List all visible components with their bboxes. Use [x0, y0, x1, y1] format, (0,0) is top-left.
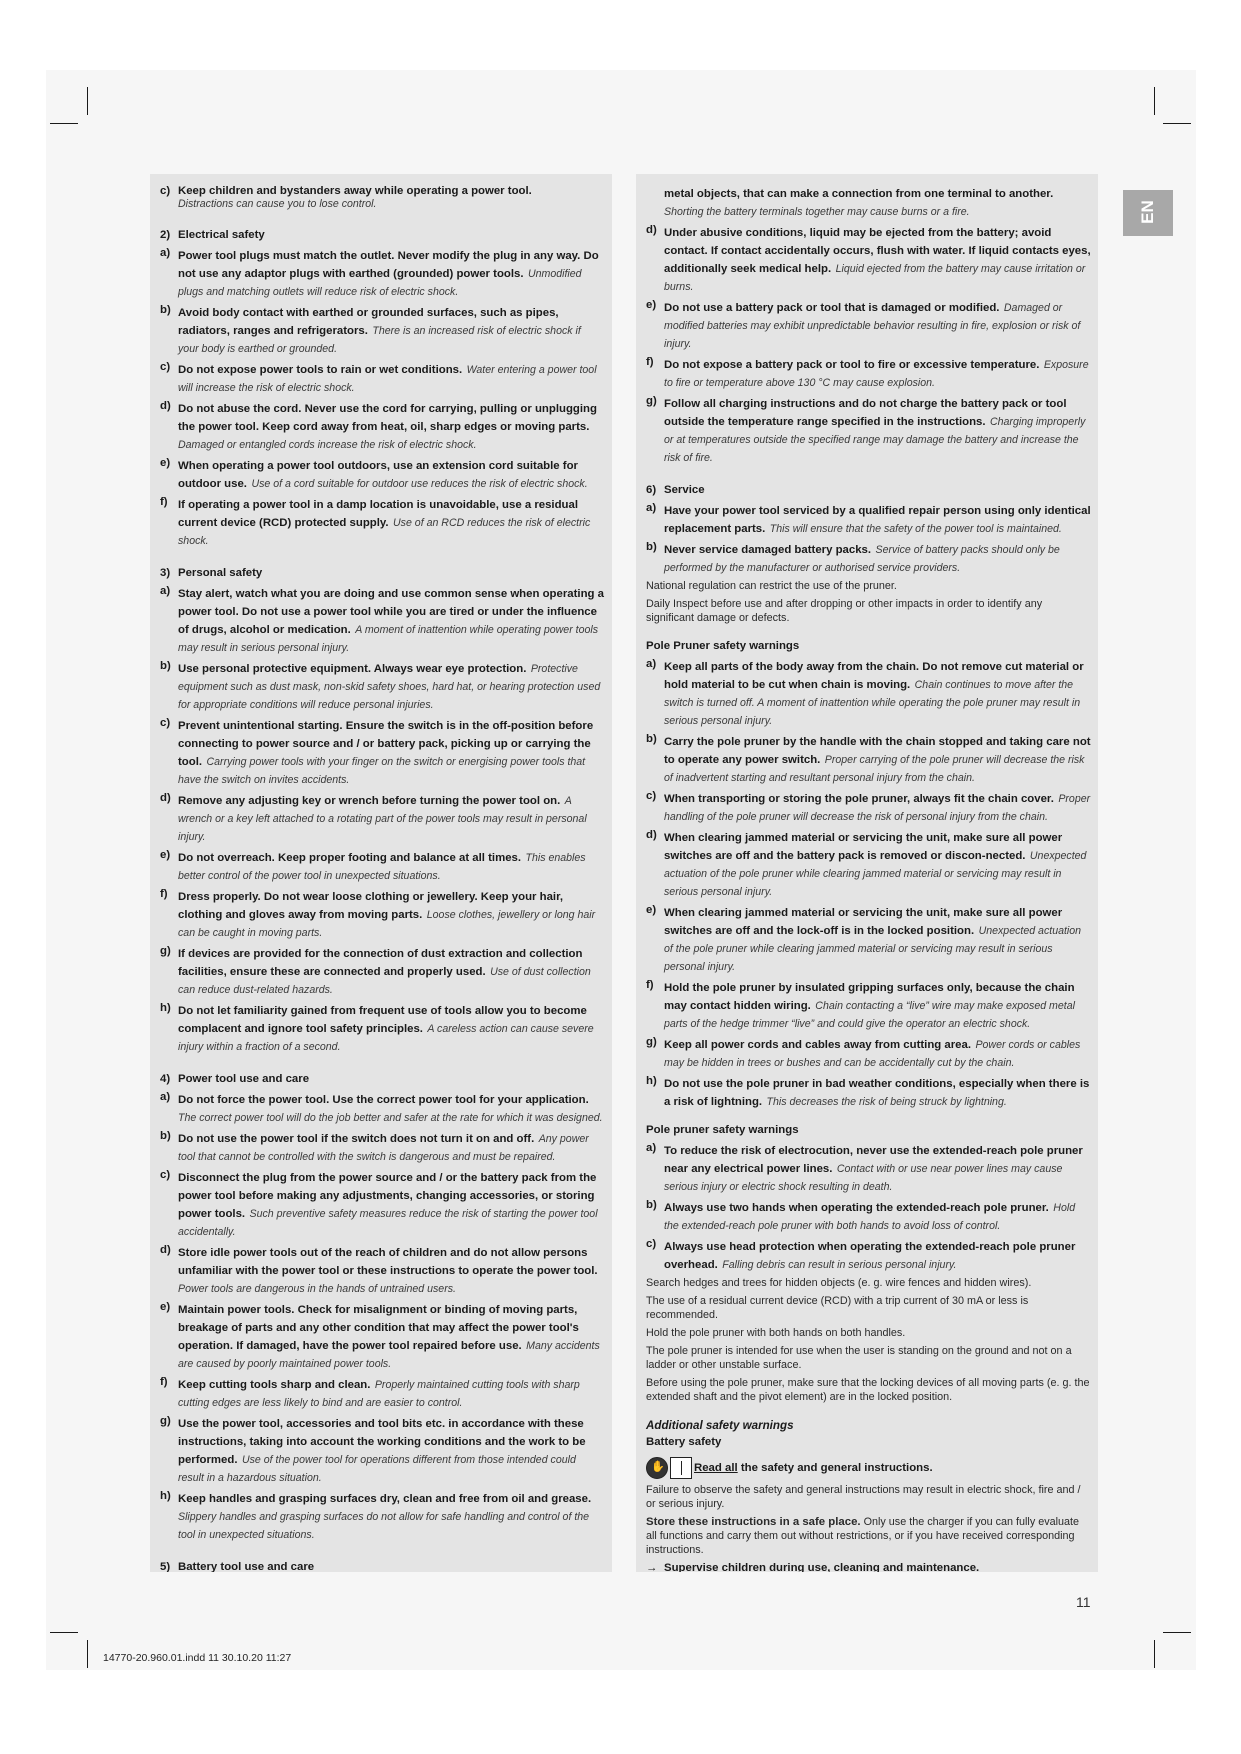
item-label: a): [160, 585, 171, 597]
item-explanation: Proper carrying of the pole pruner will decrease the risk of inadvertent starting and resultant personal injury from the chain.: [664, 754, 1085, 784]
item-explanation: Protective equipment such as dust mask, non-skid safety shoes, hard hat, or hearing protection used for appropriate conditions will reduce personal injuries.: [178, 663, 601, 711]
item-label: b): [646, 733, 657, 745]
item-label: d): [160, 1244, 171, 1256]
item-explanation: Chain continues to move after the switch is turned off. A moment of inattention while operating the pole pruner may result in serious personal injury.: [664, 679, 1081, 727]
list-item: [160, 1414, 604, 1486]
list-item: [646, 1141, 1092, 1195]
item-instruction: Do not abuse the cord. Never use the cord for carrying, pulling or unplugging the power tool. Keep cord away from heat, oil, sharp edges or moving parts.: [178, 403, 597, 433]
list-item: [160, 1375, 604, 1411]
list-item: [646, 657, 1092, 729]
item-label: c): [160, 361, 171, 373]
item-explanation: There is an increased risk of electric shock if your body is earthed or grounded.: [178, 325, 581, 355]
item-label: h): [160, 1002, 171, 1014]
item-explanation: Loose clothes, jewellery or long hair can be caught in moving parts.: [178, 909, 596, 939]
list-item: [160, 303, 604, 357]
list-item: [646, 903, 1092, 975]
item-explanation: Damaged or modified batteries may exhibit unpredictable behavior resulting in fire, explosion or risk of injury.: [664, 302, 1081, 350]
item-explanation: Properly maintained cutting tools with sharp cutting edges are less likely to bind and are easier to control.: [178, 1379, 580, 1409]
list-item: [646, 394, 1092, 466]
item-instruction: Under abusive conditions, liquid may be ejected from the battery; avoid contact. If contact accidentally occurs, flush with water. If liquid contacts eyes, additionally seek medical help.: [664, 227, 1091, 275]
page-number: 11: [1076, 1594, 1091, 1610]
crop-mark: [1154, 1640, 1155, 1668]
item-label: f): [160, 1376, 168, 1388]
item-instruction: Keep all parts of the body away from the chain. Do not remove cut material or hold material to be cut when chain is moving.: [664, 661, 1084, 691]
read-manual-icon: [646, 1457, 692, 1479]
pole-list-2: [646, 1141, 1092, 1273]
crop-mark: [87, 87, 88, 115]
ground-text: The pole pruner is intended for use when the user is standing on the ground and not on a ladder or other unstable surface.: [646, 1345, 1072, 1371]
section-heading: 4) Power tool use and care: [160, 1073, 310, 1085]
list-item: [160, 584, 604, 656]
item-explanation: Damaged or entangled cords increase the risk of electric shock.: [178, 439, 477, 451]
list-item: [646, 978, 1092, 1032]
item-explanation: A moment of inattention while operating power tools may result in serious personal injury.: [178, 624, 599, 654]
item-label: d): [646, 829, 657, 841]
item-instruction: When clearing jammed material or servicing the unit, make sure all power switches are off and the battery pack is removed or discon-nected.: [664, 832, 1063, 862]
section-heading: 5) Battery tool use and care: [160, 1561, 315, 1572]
item-explanation: Exposure to fire or temperature above 130 °C may cause explosion.: [664, 359, 1089, 389]
item-explanation: Contact with or use near power lines may cause serious injury or electric shock resulting in death.: [664, 1163, 1063, 1193]
right-column: [636, 174, 1098, 1572]
failure-text: Failure to observe the safety and general instructions may result in electric shock, fire and / or serious injury.: [646, 1484, 1081, 1510]
battery-safety-heading: Battery safety: [646, 1436, 722, 1448]
left-column: [150, 174, 612, 1572]
item-explanation: Any power tool that cannot be controlled with the switch is dangerous and must be repaired.: [178, 1133, 589, 1163]
rcd-text: The use of a residual current device (RCD) with a trip current of 30 mA or less is recommended.: [646, 1295, 1029, 1321]
item-instruction: To reduce the risk of electrocution, never use the extended-reach pole pruner near any electrical power lines.: [664, 1145, 1083, 1175]
item-label: e): [160, 849, 171, 861]
section-heading: 6) Service: [646, 484, 705, 496]
item-instruction: Prevent unintentional starting. Ensure the switch is in the off-position before connecting to power source and / or battery pack, picking up or carrying the tool.: [178, 720, 594, 768]
list-item: [160, 1243, 604, 1297]
list-item: [160, 1168, 604, 1240]
item-label: g): [160, 945, 171, 957]
item-instruction: Do not expose power tools to rain or wet conditions.: [178, 364, 463, 376]
item-instruction: Do not use the power tool if the switch does not turn it on and off.: [178, 1133, 535, 1145]
list-item: [160, 887, 604, 941]
item-explanation: Charging improperly or at temperatures outside the specified range may damage the battery and increase the risk of fire.: [664, 416, 1086, 464]
item-label: b): [160, 1130, 171, 1142]
pole-list-1: [646, 657, 1092, 1110]
item-explanation: Unmodified plugs and matching outlets will reduce risk of electric shock.: [178, 268, 582, 298]
list-item: [160, 1489, 604, 1543]
item-explanation: Use of the power tool for operations different from those intended could result in a hazardous situation.: [178, 1454, 576, 1484]
item-instruction: Follow all charging instructions and do not charge the battery pack or tool outside the temperature range specified in the instructions.: [664, 398, 1067, 428]
item-label: d): [160, 400, 171, 412]
list-item: [160, 716, 604, 788]
language-tab-label: EN: [1138, 200, 1157, 224]
item-explanation: Chain contacting a “live” wire may make exposed metal parts of the hedge trimmer “live” and could give the operator an electric shock.: [664, 1000, 1075, 1030]
item-instruction: Do not let familiarity gained from frequent use of tools allow you to become complacent and ignore tool safety principles.: [178, 1005, 587, 1035]
list-item: [646, 501, 1092, 537]
item-instruction: Use personal protective equipment. Always wear eye protection.: [178, 663, 527, 675]
store-text: Store these instructions in a safe place. Only use the charger if you can fully evaluate all functions and carry them out without restrictions, or if you have received corresponding instructions.: [646, 1516, 1080, 1556]
item-label: d): [160, 792, 171, 804]
item-instruction: Store idle power tools out of the reach of children and do not allow persons unfamiliar with the power tool or these instructions to operate the power tool.: [178, 1247, 598, 1277]
hold-text: Hold the pole pruner with both hands on both handles.: [646, 1327, 906, 1339]
list-item: [160, 360, 604, 396]
list-item: [160, 495, 604, 549]
item-explanation: Falling debris can result in serious personal injury.: [722, 1259, 957, 1271]
crop-mark: [50, 1632, 78, 1633]
daily-text: Daily Inspect before use and after dropping or other impacts in order to identify any significant damage or defects.: [646, 598, 1043, 624]
item-label: f): [646, 979, 654, 991]
list-item: [646, 1035, 1092, 1071]
item-explanation: Proper handling of the pole pruner will decrease the risk of personal injury from the chain.: [664, 793, 1091, 823]
national-text: National regulation can restrict the use of the pruner.: [646, 580, 897, 592]
item-instruction: Disconnect the plug from the power source and / or the battery pack from the power tool before making any adjustments, changing accessories, or storing power tools.: [178, 1172, 597, 1220]
item-instruction: Maintain power tools. Check for misalignment or binding of moving parts, breakage of parts and any other condition that may affect the power tool's operation. If damaged, have the power tool repaired before use.: [178, 1304, 579, 1352]
list-item: [646, 355, 1092, 391]
item-label: a): [646, 658, 657, 670]
list-item: [160, 791, 604, 845]
crop-mark: [50, 123, 78, 124]
item-label: e): [160, 1301, 171, 1313]
item-instruction: Avoid body contact with earthed or grounded surfaces, such as pipes, radiators, ranges and refrigerators.: [178, 307, 559, 337]
item-label: a): [160, 247, 171, 259]
item-label: c): [160, 1169, 171, 1181]
section-heading: 2) Electrical safety: [160, 229, 265, 241]
battery-more-list: [646, 223, 1092, 466]
item-explanation: Power tools are dangerous in the hands of untrained users.: [178, 1283, 456, 1295]
item-instruction: Remove any adjusting key or wrench before turning the power tool on.: [178, 795, 561, 807]
list-item: metal objects, that can make a connection from one terminal to another. Shorting the battery terminals together may cause burns or a fire.: [664, 188, 1054, 218]
item-instruction: Hold the pole pruner by insulated gripping surfaces only, because the chain may contact hidden wiring.: [664, 982, 1075, 1012]
list-item: [646, 828, 1092, 900]
crop-mark: [1163, 1632, 1191, 1633]
crop-mark: [1154, 87, 1155, 115]
item-explanation: Many accidents are caused by poorly maintained power tools.: [178, 1340, 600, 1370]
item-explanation: Carrying power tools with your finger on the switch or energising power tools that have the switch on invites accidents.: [178, 756, 586, 786]
item-instruction: Dress properly. Do not wear loose clothing or jewellery. Keep your hair, clothing and gloves away from moving parts.: [178, 891, 564, 921]
arrow-icon: →: [646, 1562, 658, 1572]
item-instruction: Carry the pole pruner by the handle with the chain stopped and taking care not to operate any power switch.: [664, 736, 1091, 766]
item-explanation: Water entering a power tool will increase the risk of electric shock.: [178, 364, 597, 394]
crop-mark: [87, 1640, 88, 1668]
item-instruction: If operating a power tool in a damp location is unavoidable, use a residual current device (RCD) protected supply.: [178, 499, 579, 529]
item-explanation: Service of battery packs should only be performed by the manufacturer or authorised service providers.: [664, 544, 1060, 574]
item-explanation: Unexpected actuation of the pole pruner while clearing jammed material or servicing may result in serious personal injury.: [664, 925, 1082, 973]
electrical-list: [160, 246, 604, 549]
personal-list: [160, 584, 604, 1055]
item-label: e): [646, 904, 657, 916]
language-tab: [1123, 190, 1173, 236]
item-label: g): [646, 395, 657, 407]
item-label: a): [646, 502, 657, 514]
item-explanation: A careless action can cause severe injury within a fraction of a second.: [178, 1023, 594, 1053]
list-item: [160, 1090, 604, 1126]
item-instruction: Stay alert, watch what you are doing and use common sense when operating a power tool. Do not use a power tool while you are tired or under the influence of drugs, alcohol or medication.: [178, 588, 604, 636]
list-item: [160, 399, 604, 453]
crop-mark: [1163, 123, 1191, 124]
print-footer: 14770-20.960.01.indd 11 30.10.20 11:27: [103, 1652, 292, 1664]
item-explanation: Hold the extended-reach pole pruner with both hands to avoid loss of control.: [664, 1202, 1076, 1232]
list-item: [646, 1237, 1092, 1273]
item-instruction: If devices are provided for the connection of dust extraction and collection facilities, ensure these are connected and properly used.: [178, 948, 583, 978]
item-instruction: When operating a power tool outdoors, use an extension cord suitable for outdoor use.: [178, 460, 578, 490]
search-text: Search hedges and trees for hidden objects (e. g. wire fences and hidden wires).: [646, 1277, 1032, 1289]
item-label: c): [160, 717, 171, 729]
supervise-item: → Supervise children during use, cleaning and maintenance.: [646, 1561, 1092, 1572]
service-list: [646, 501, 1092, 576]
item-label: h): [646, 1075, 657, 1087]
section-heading: Pole Pruner safety warnings: [646, 640, 800, 652]
list-item: [646, 540, 1092, 576]
list-item: [160, 1300, 604, 1372]
item-instruction: Have your power tool serviced by a qualified repair person using only identical replacement parts.: [664, 505, 1091, 535]
item-explanation: Slippery handles and grasping surfaces do not allow for safe handling and control of the tool in unexpected situations.: [178, 1511, 590, 1541]
list-item: [160, 659, 604, 713]
list-item: [646, 789, 1092, 825]
item-label: b): [646, 541, 657, 553]
item-label: f): [160, 496, 168, 508]
item-instruction: When transporting or storing the pole pruner, always fit the chain cover.: [664, 793, 1054, 805]
item-instruction: Keep handles and grasping surfaces dry, clean and free from oil and grease.: [178, 1493, 592, 1505]
read-all-line: ✋ Read all the safety and general instructions.: [646, 1457, 1092, 1479]
item-instruction: Do not overreach. Keep proper footing and balance at all times.: [178, 852, 522, 864]
list-item: [646, 732, 1092, 786]
section-heading: 3) Personal safety: [160, 567, 263, 579]
item-label: g): [646, 1036, 657, 1048]
list-item: c) Keep children and bystanders away while operating a power tool. Distractions can cause you to lose control.: [160, 185, 532, 210]
item-instruction: Do not force the power tool. Use the correct power tool for your application.: [178, 1094, 589, 1106]
item-label: c): [646, 790, 657, 802]
list-item: [646, 298, 1092, 352]
item-instruction: Never service damaged battery packs.: [664, 544, 872, 556]
list-item: [646, 1074, 1092, 1110]
item-label: h): [160, 1490, 171, 1502]
item-explanation: Liquid ejected from the battery may cause irritation or burns.: [664, 263, 1086, 293]
item-explanation: This enables better control of the power tool in unexpected situations.: [178, 852, 586, 882]
list-item: [160, 944, 604, 998]
list-item: [160, 246, 604, 300]
book-icon: [670, 1457, 692, 1479]
list-item: [160, 848, 604, 884]
list-item: [160, 456, 604, 492]
item-label: d): [646, 224, 657, 236]
item-label: f): [646, 356, 654, 368]
item-explanation: The correct power tool will do the job better and safer at the rate for which it was designed.: [178, 1112, 603, 1124]
list-item: [646, 1198, 1092, 1234]
section-heading: Pole pruner safety warnings: [646, 1124, 799, 1136]
item-explanation: Such preventive safety measures reduce the risk of starting the power tool accidentally.: [178, 1208, 598, 1238]
list-item: [646, 223, 1092, 295]
item-instruction: Power tool plugs must match the outlet. Never modify the plug in any way. Do not use any adaptor plugs with earthed (grounded) power tools.: [178, 250, 599, 280]
item-explanation: This will ensure that the safety of the power tool is maintained.: [769, 523, 1062, 535]
item-instruction: When clearing jammed material or servicing the unit, make sure all power switches are off and the lock-off is in the locked position.: [664, 907, 1063, 937]
item-instruction: Do not use the pole pruner in bad weather conditions, especially when there is a risk of lightning.: [664, 1078, 1090, 1108]
item-instruction: Use the power tool, accessories and tool bits etc. in accordance with these instructions, taking into account the working conditions and the work to be performed.: [178, 1418, 586, 1466]
item-label: a): [646, 1142, 657, 1154]
item-label: g): [160, 1415, 171, 1427]
tooluse-list: [160, 1090, 604, 1543]
item-label: e): [646, 299, 657, 311]
additional-heading: Additional safety warnings: [646, 1419, 794, 1432]
item-explanation: Use of an RCD reduces the risk of electric shock.: [178, 517, 591, 547]
list-item: [160, 1001, 604, 1055]
hand-icon: [646, 1457, 668, 1479]
locking-text: Before using the pole pruner, make sure that the locking devices of all moving parts (e. g. the extended shaft and the pivot element) are in the locked position.: [646, 1377, 1090, 1403]
item-label: b): [646, 1199, 657, 1211]
item-explanation: Use of a cord suitable for outdoor use reduces the risk of electric shock.: [251, 478, 588, 490]
item-label: a): [160, 1091, 171, 1103]
item-explanation: A wrench or a key left attached to a rotating part of the power tools may result in personal injury.: [178, 795, 587, 843]
item-explanation: This decreases the risk of being struck by lightning.: [766, 1096, 1007, 1108]
list-item: [160, 1129, 604, 1165]
item-explanation: Unexpected actuation of the pole pruner while clearing jammed material or servicing may result in serious personal injury.: [664, 850, 1087, 898]
item-label: e): [160, 457, 171, 469]
item-explanation: Use of dust collection can reduce dust-related hazards.: [178, 966, 591, 996]
item-instruction: Always use two hands when operating the extended-reach pole pruner.: [664, 1202, 1049, 1214]
item-label: f): [160, 888, 168, 900]
item-label: b): [160, 660, 171, 672]
item-instruction: Keep cutting tools sharp and clean.: [178, 1379, 371, 1391]
item-explanation: Power cords or cables may be hidden in trees or bushes and can be accidentally cut by the chain.: [664, 1039, 1081, 1069]
item-instruction: Keep all power cords and cables away from cutting area.: [664, 1039, 972, 1051]
item-label: c): [646, 1238, 657, 1250]
item-instruction: Always use head protection when operating the extended-reach pole pruner overhead.: [664, 1241, 1076, 1271]
item-instruction: Do not expose a battery pack or tool to fire or excessive temperature.: [664, 359, 1040, 371]
item-instruction: Do not use a battery pack or tool that is damaged or modified.: [664, 302, 1000, 314]
item-label: b): [160, 304, 171, 316]
